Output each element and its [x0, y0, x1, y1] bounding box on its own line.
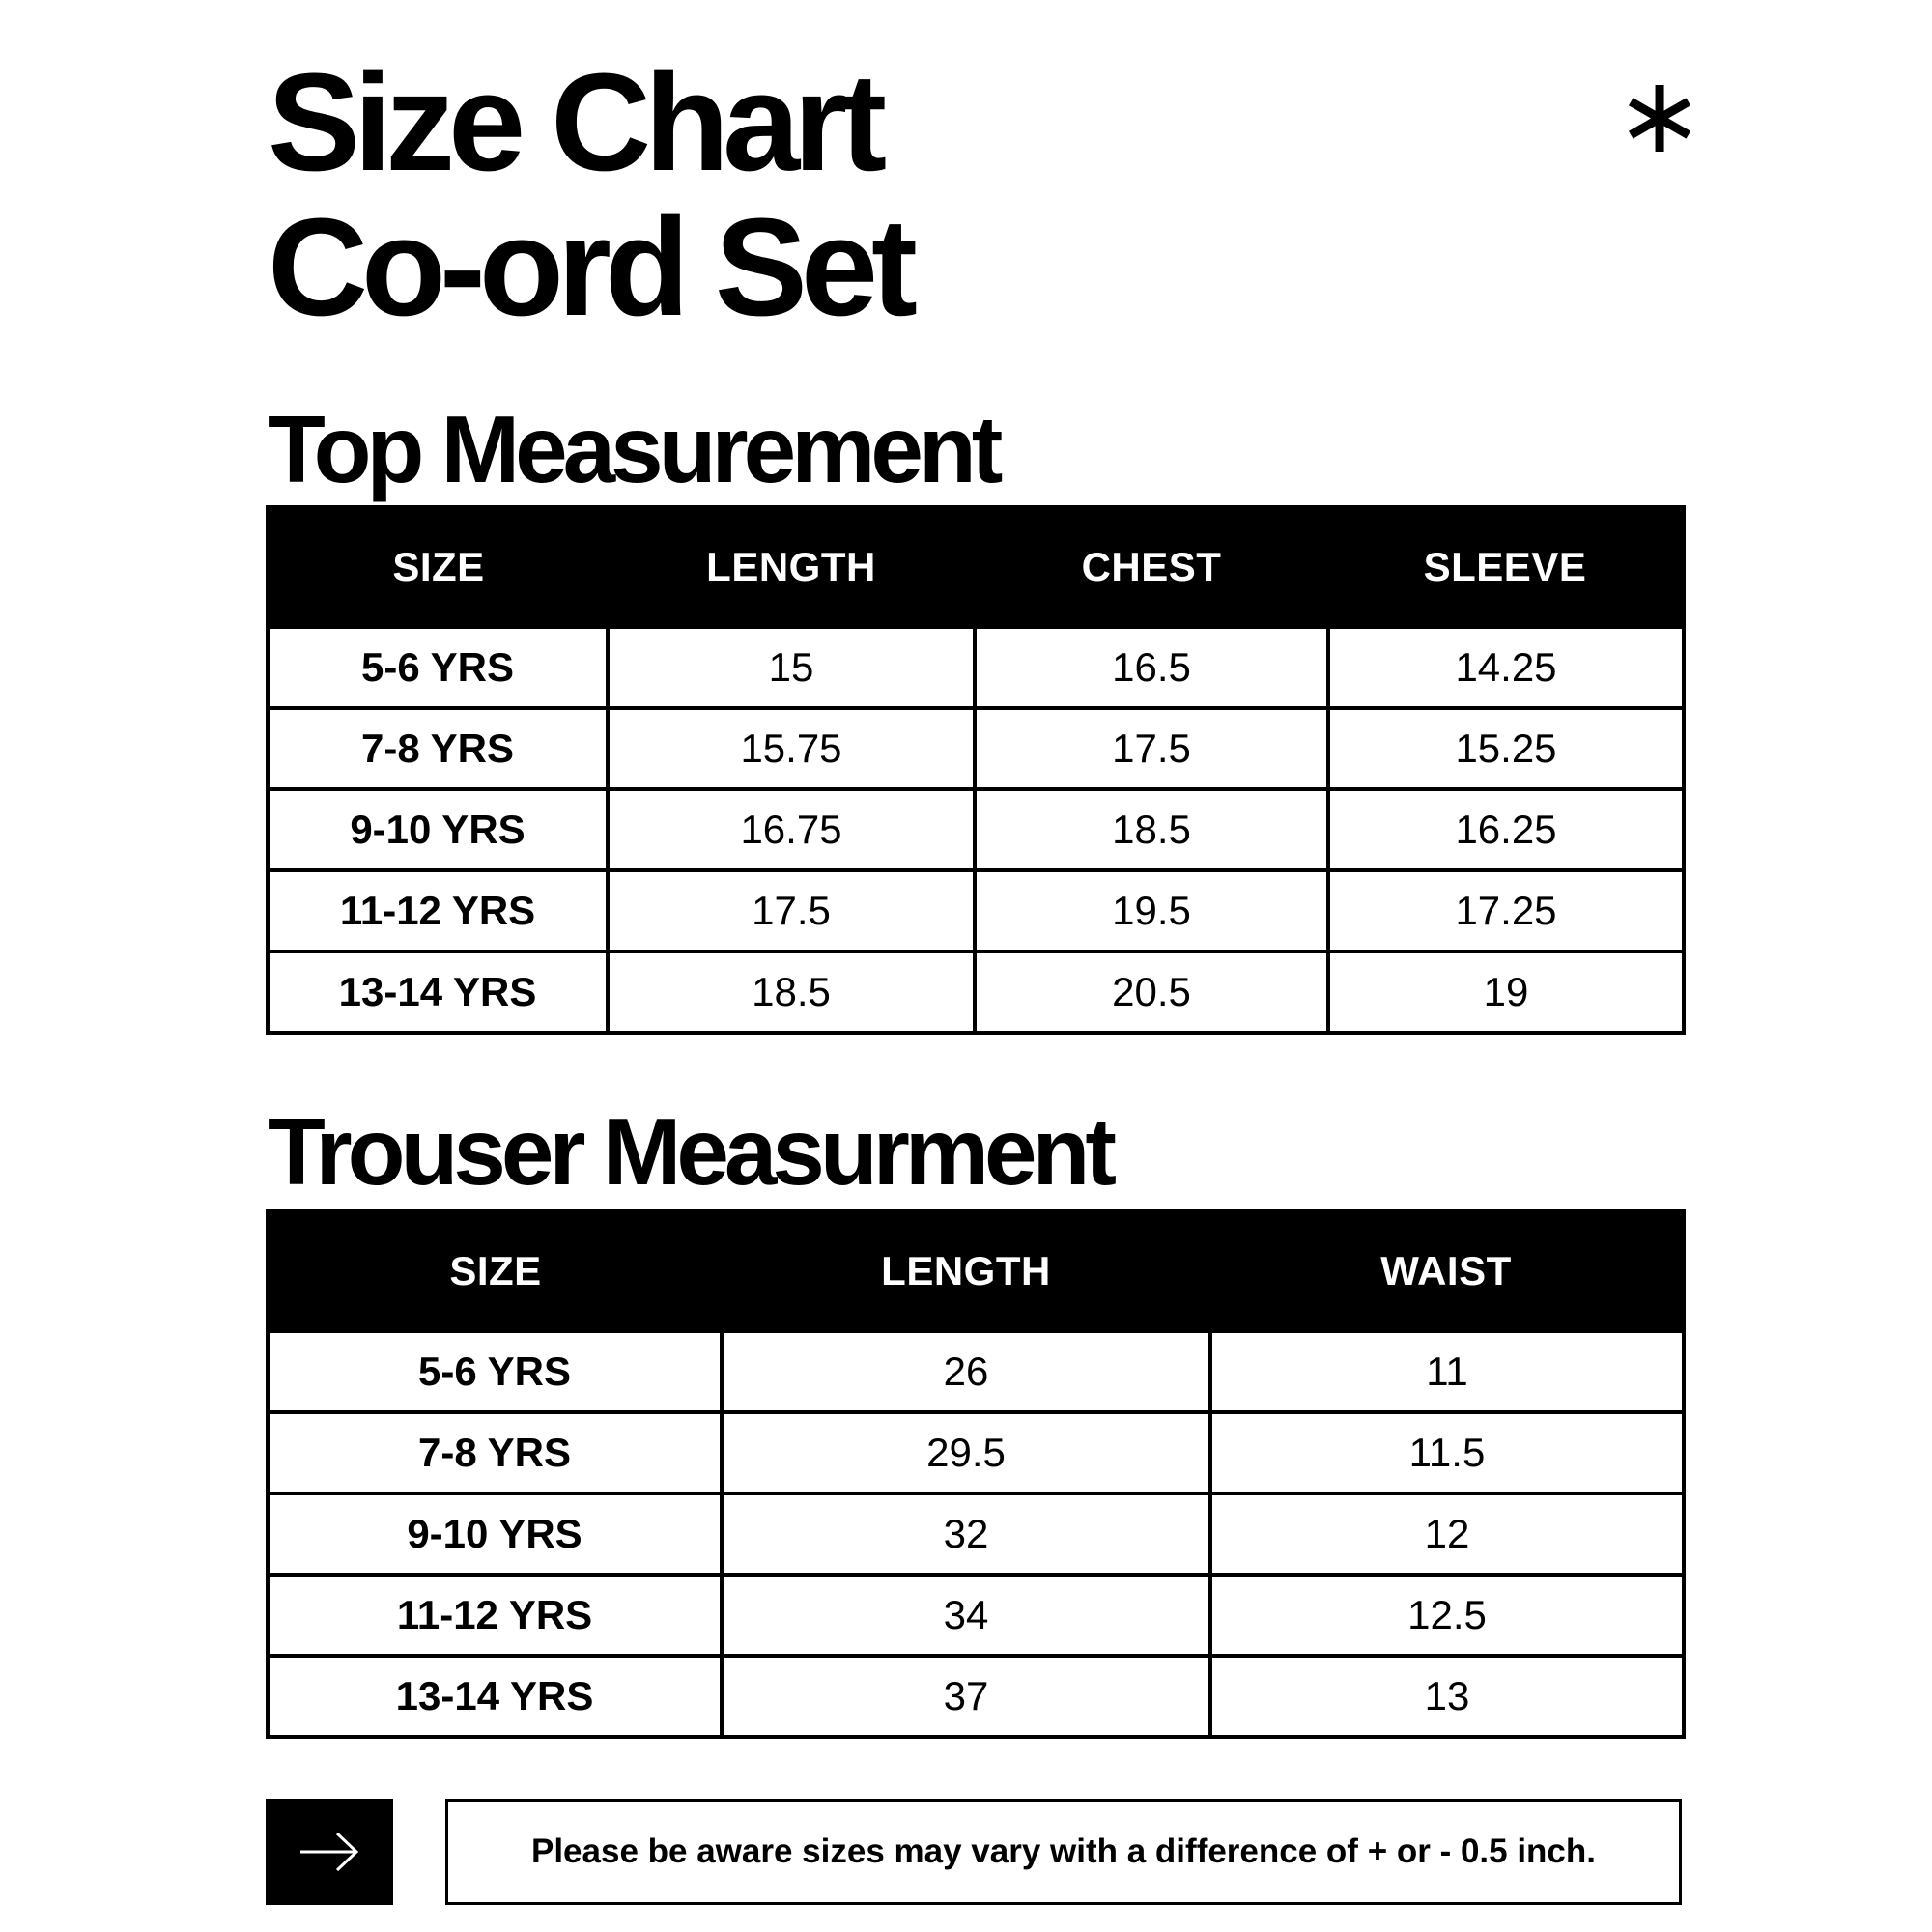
length-cell: 34: [722, 1575, 1210, 1656]
chest-cell: 16.5: [975, 627, 1328, 708]
table-row: [268, 1331, 1684, 1412]
size-variation-note-text: Please be aware sizes may vary with a difference of + or - 0.5 inch.: [530, 1833, 1597, 1870]
sleeve-cell: 17.25: [1328, 870, 1684, 952]
waist-cell: 13: [1210, 1656, 1684, 1737]
column-header-chest: CHEST: [975, 507, 1328, 627]
chest-cell: 19.5: [975, 870, 1328, 952]
table-header-row: [268, 1211, 1684, 1331]
waist-cell: 11.5: [1210, 1412, 1684, 1493]
length-cell: 29.5: [722, 1412, 1210, 1493]
length-cell: 37: [722, 1656, 1210, 1737]
length-cell: 18.5: [608, 952, 975, 1033]
length-cell: 15: [608, 627, 975, 708]
chest-cell: 18.5: [975, 789, 1328, 870]
size-cell: 11-12 YRS: [268, 870, 608, 952]
table-row: [268, 1412, 1684, 1493]
arrow-button: [266, 1799, 393, 1905]
arrow-right-icon: [298, 1831, 360, 1873]
size-cell: 13-14 YRS: [268, 952, 608, 1033]
length-cell: 32: [722, 1493, 1210, 1575]
sleeve-cell: 19: [1328, 952, 1684, 1033]
waist-cell: 12.5: [1210, 1575, 1684, 1656]
length-cell: 16.75: [608, 789, 975, 870]
size-cell: 7-8 YRS: [268, 708, 608, 789]
table-row: [268, 1575, 1684, 1656]
table-header-row: [268, 507, 1684, 627]
size-cell: 5-6 YRS: [268, 627, 608, 708]
table-row: [268, 870, 1684, 952]
size-cell: 7-8 YRS: [268, 1412, 722, 1493]
size-cell: 13-14 YRS: [268, 1656, 722, 1737]
table-row: [268, 1656, 1684, 1737]
column-header-size: SIZE: [268, 1211, 722, 1331]
page-title: [268, 44, 911, 345]
size-cell: 9-10 YRS: [268, 789, 608, 870]
table-row: [268, 1493, 1684, 1575]
table-row: [268, 789, 1684, 870]
top-measurement-table: [266, 505, 1686, 1035]
trouser-measurement-table: [266, 1209, 1686, 1739]
column-header-size: SIZE: [268, 507, 608, 627]
column-header-sleeve: SLEEVE: [1328, 507, 1684, 627]
size-cell: 5-6 YRS: [268, 1331, 722, 1412]
sleeve-cell: 15.25: [1328, 708, 1684, 789]
size-cell: 11-12 YRS: [268, 1575, 722, 1656]
length-cell: 26: [722, 1331, 1210, 1412]
length-cell: 15.75: [608, 708, 975, 789]
sleeve-cell: 16.25: [1328, 789, 1684, 870]
column-header-length: LENGTH: [722, 1211, 1210, 1331]
asterisk-icon: ∗: [1615, 53, 1705, 177]
top-measurement-heading: Top Measurement: [268, 396, 999, 502]
waist-cell: 12: [1210, 1493, 1684, 1575]
chest-cell: 17.5: [975, 708, 1328, 789]
length-cell: 17.5: [608, 870, 975, 952]
chest-cell: 20.5: [975, 952, 1328, 1033]
table-row: [268, 952, 1684, 1033]
column-header-length: LENGTH: [608, 507, 975, 627]
size-cell: 9-10 YRS: [268, 1493, 722, 1575]
waist-cell: 11: [1210, 1331, 1684, 1412]
size-variation-note: [445, 1799, 1682, 1905]
title-line-1: Size Chart: [268, 44, 881, 200]
trouser-measurement-heading: Trouser Measurment: [268, 1098, 1112, 1205]
table-row: [268, 627, 1684, 708]
sleeve-cell: 14.25: [1328, 627, 1684, 708]
column-header-waist: WAIST: [1210, 1211, 1684, 1331]
table-row: [268, 708, 1684, 789]
title-line-2: Co-ord Set: [268, 189, 911, 345]
